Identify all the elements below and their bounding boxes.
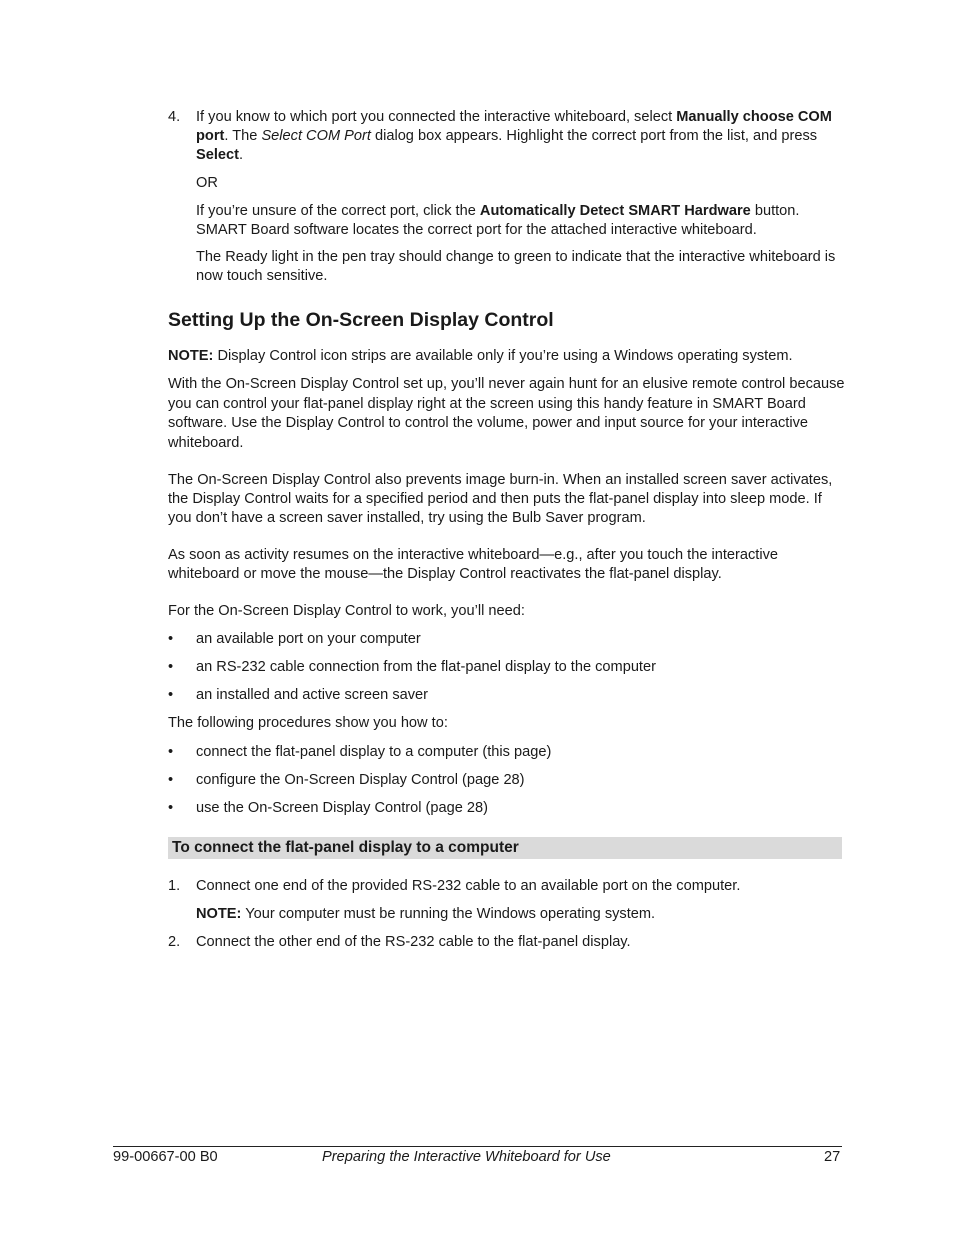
bullet: • (168, 631, 174, 647)
section-note (168, 347, 846, 366)
or-separator: OR (196, 175, 218, 191)
step-2-number: 2. (168, 934, 181, 950)
select-com-port-dialog-name: Select COM Port (261, 128, 371, 144)
procedure-link-item: configure the On-Screen Display Control (page 28) (196, 772, 525, 788)
step-2-text: Connect the other end of the RS-232 cable to the flat-panel display. (196, 934, 631, 950)
needs-item: an installed and active screen saver (196, 687, 429, 703)
bullet: • (168, 800, 174, 816)
footer-rule (113, 1146, 842, 1147)
step-1-text: Connect one end of the provided RS-232 cable to an available port on the computer. (196, 878, 741, 894)
section-heading: Setting Up the On-Screen Display Control (168, 309, 554, 331)
procedure-title: To connect the flat-panel display to a computer (172, 839, 519, 856)
step-4-number: 4. (168, 109, 181, 125)
step-4-text-part: If you know to which port you connected the interactive whiteboard, select (196, 109, 677, 125)
manually-choose-com-port-label: Manually choose COM port (196, 109, 832, 144)
needs-item: an available port on your computer (196, 631, 421, 647)
select-label: Select (196, 147, 239, 163)
step-4-text (196, 108, 846, 165)
procedure-link-item: connect the flat-panel display to a computer (this page) (196, 744, 552, 760)
note-text: Display Control icon strips are available only if you’re using a Windows operating system. (213, 348, 793, 364)
bullet: • (168, 744, 174, 760)
step-4-text-part: . (239, 147, 244, 163)
paragraph-2: The On-Screen Display Control also prevents image burn-in. When an installed screen saver activates, the Display Control waits for a specified period and then puts the flat-panel display into sleep mode. If you don’t have a screen saver installed, try using the Bulb Saver program. (168, 472, 833, 526)
needs-item: an RS-232 cable connection from the flat-panel display to the computer (196, 659, 656, 675)
bullet: • (168, 772, 174, 788)
footer-doc-id: 99-00667-00 B0 (113, 1149, 218, 1165)
step-4-text-part: dialog box appears. Highlight the correct port from the list, and press (370, 128, 818, 144)
step-4-alternative (196, 202, 846, 240)
footer-title: Preparing the Interactive Whiteboard for Use (322, 1149, 611, 1165)
step-4-text-part: . The (224, 128, 262, 144)
procedure-title-bar (168, 837, 842, 859)
paragraph-4: For the On-Screen Display Control to work, you’ll need: (168, 603, 525, 619)
alt-text-part: If you’re unsure of the correct port, click the (196, 203, 480, 219)
paragraph-5: The following procedures show you how to: (168, 715, 448, 731)
bullet: • (168, 687, 174, 703)
procedure-link-item: use the On-Screen Display Control (page 28) (196, 800, 489, 816)
note-label: NOTE: (196, 906, 242, 922)
note-label: NOTE: (168, 348, 214, 364)
ready-light-paragraph: The Ready light in the pen tray should change to green to indicate that the interactive whiteboard is now touch sensitive. (196, 249, 836, 284)
paragraph-3: As soon as activity resumes on the interactive whiteboard—e.g., after you touch the interactive whiteboard or move the mouse—the Display Control reactivates the flat-panel display. (168, 547, 779, 582)
note-text: Your computer must be running the Windows operating system. (241, 906, 656, 922)
paragraph-1: With the On-Screen Display Control set up, you’ll never again hunt for an elusive remote control because you can control your flat-panel display right at the screen using this handy feature in SMART Board software. Use the Display Control to control the volume, power and input source for your interactive whiteboard. (168, 376, 845, 451)
step-1-number: 1. (168, 878, 181, 894)
bullet: • (168, 659, 174, 675)
alt-text-part: button. SMART Board software locates the correct port for the attached interactive whiteboard. (196, 203, 800, 238)
step-1-note (196, 905, 846, 924)
auto-detect-hardware-label: Automatically Detect SMART Hardware (479, 203, 751, 219)
footer-page-number: 27 (824, 1149, 841, 1165)
